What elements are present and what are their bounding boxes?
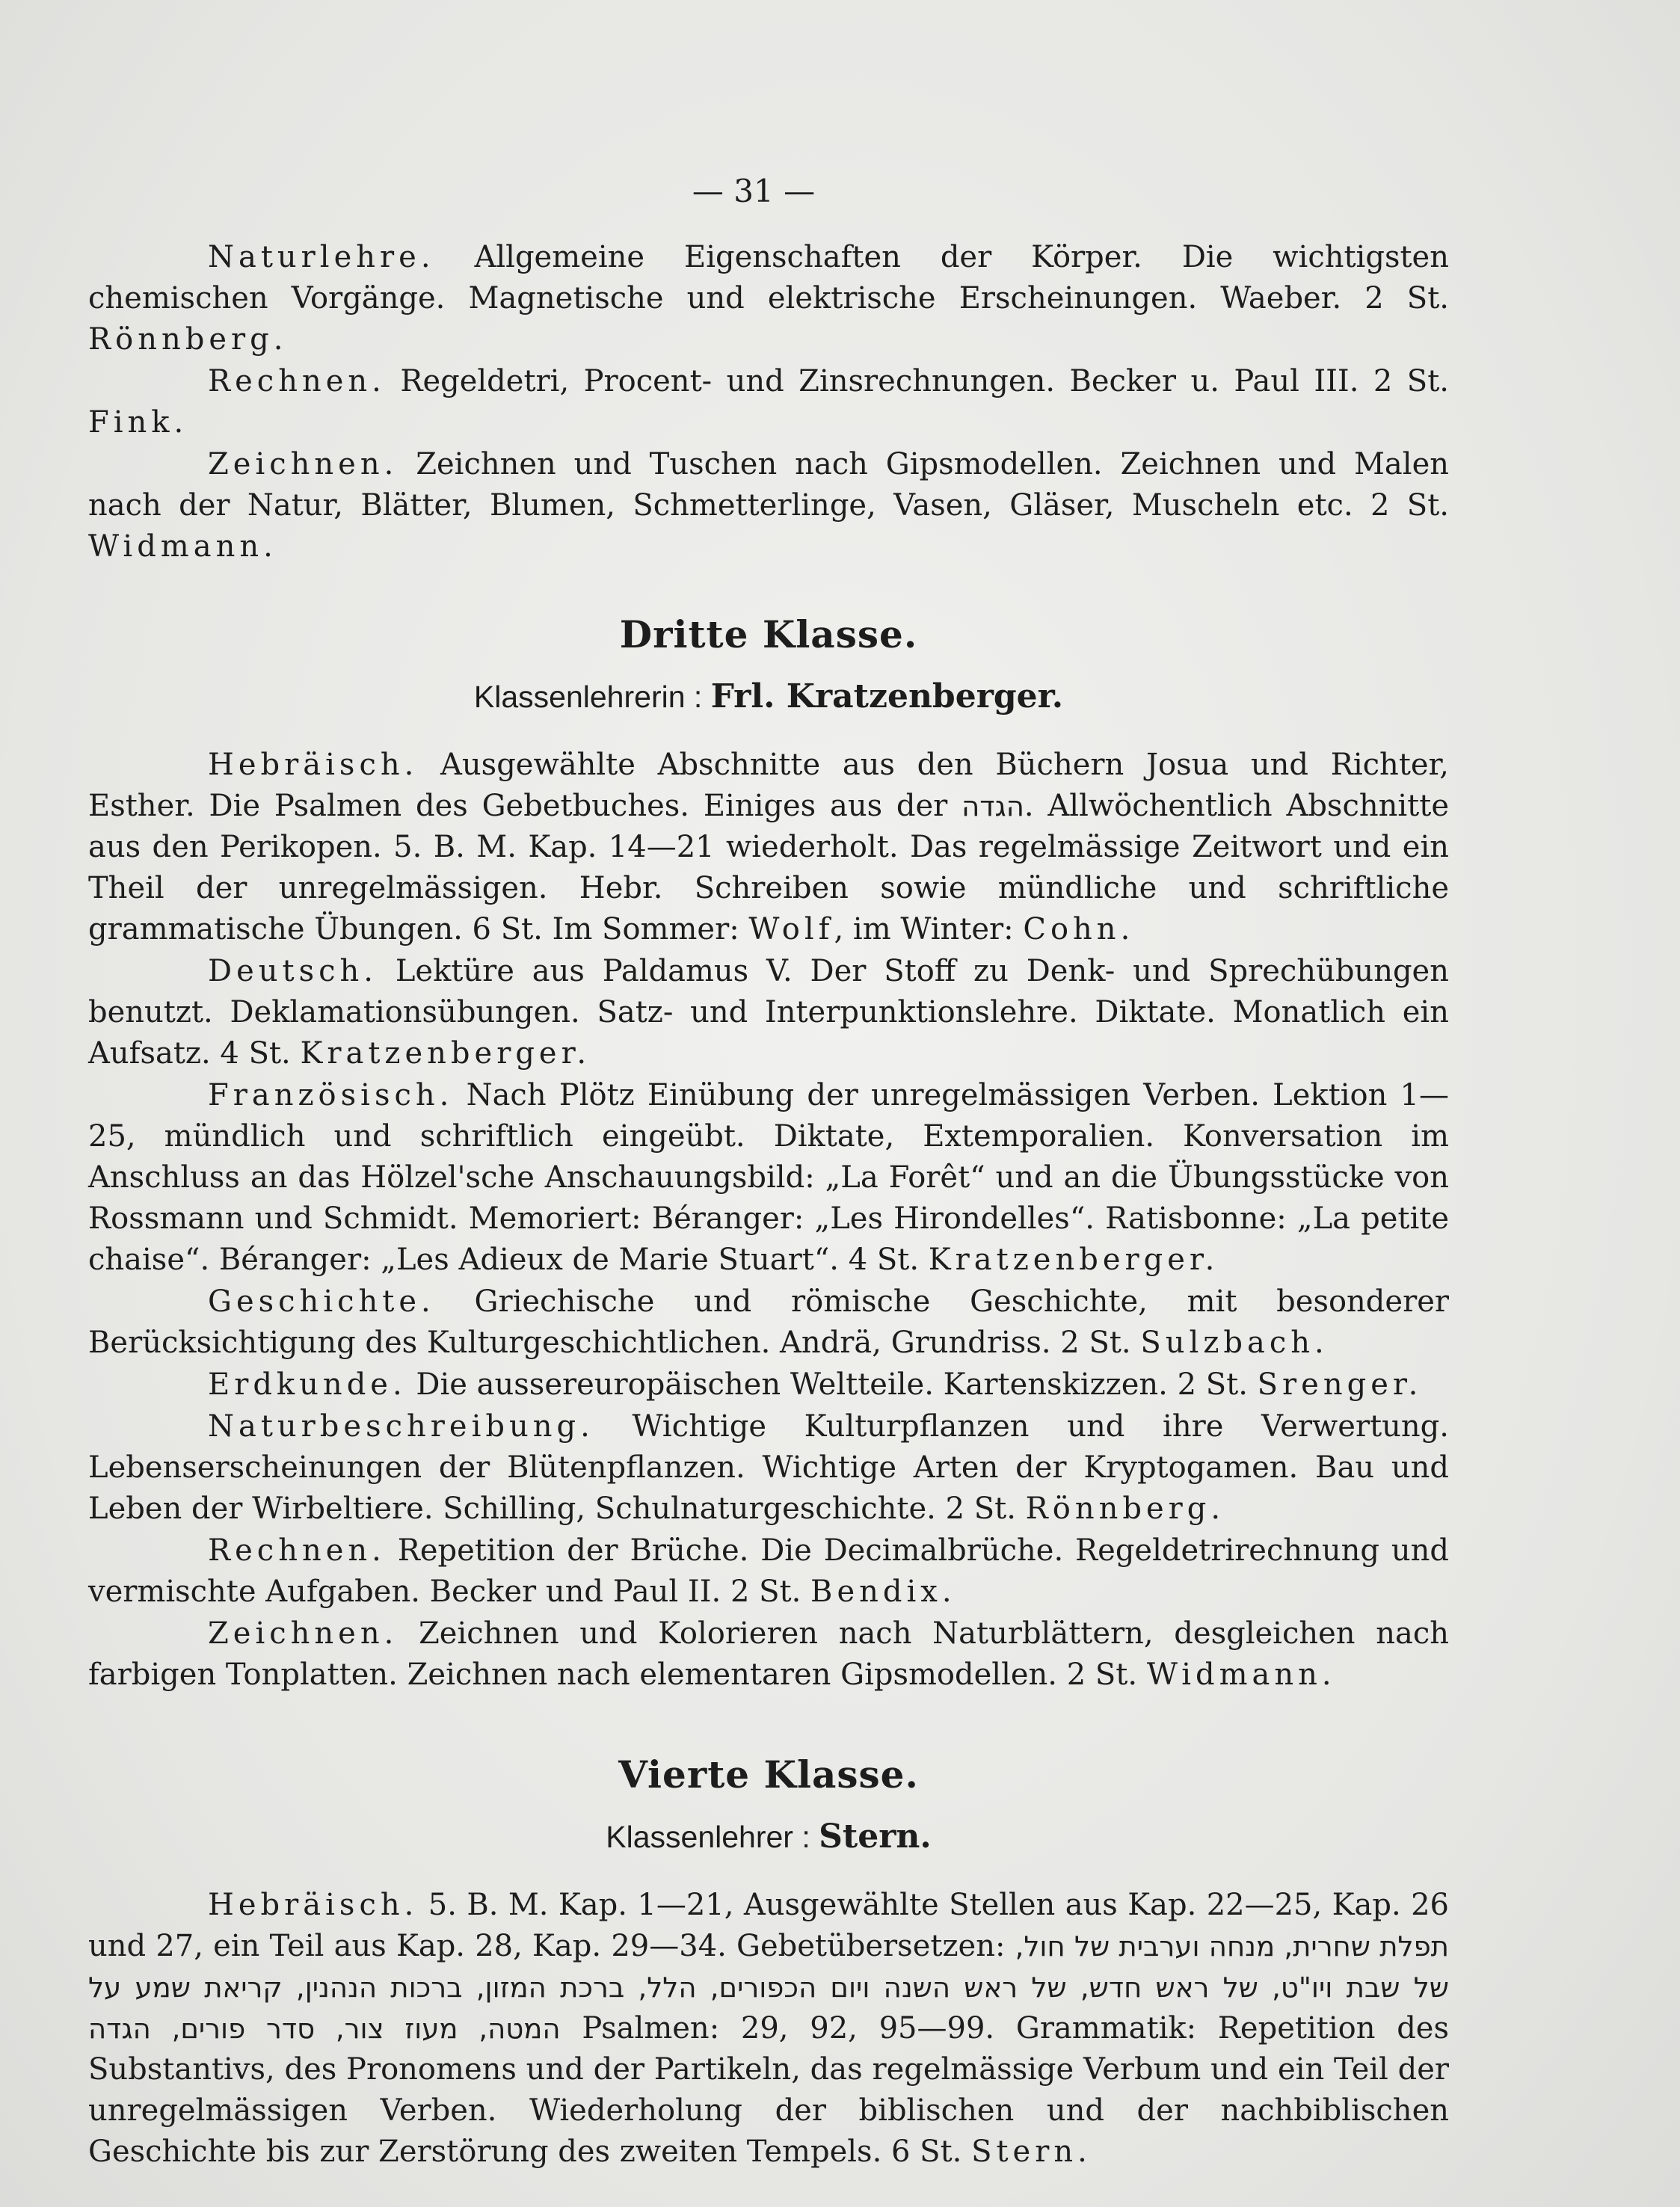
paragraph-zeichnen <box>88 444 1449 567</box>
teacher-name: Srenger. <box>1257 1367 1423 1402</box>
paragraph-text: Allgemeine Eigenschaften der Körper. Die wichtigsten chemischen Vorgänge. Magnetische und elektrische Erscheinungen. Waeber. 2 St. <box>88 240 1449 315</box>
class-teacher-name: Frl. Kratzenberger. <box>710 677 1064 715</box>
subject-term: Zeichnen. <box>208 1616 399 1651</box>
subject-term: Naturlehre. <box>208 240 435 274</box>
teacher-name: Bendix. <box>810 1575 956 1609</box>
teacher-name: Wolf <box>748 912 834 946</box>
class-teacher-line <box>88 1816 1449 1858</box>
subject-term: Rechnen. <box>208 364 386 398</box>
section-title-dritte-klasse: Dritte Klasse. <box>619 612 918 656</box>
paragraph-text: Ausgewählte Abschnitte aus den Büchern Josua und Richter, Esther. Die Psalmen des Gebetbuches. Einiges aus der <box>88 748 1449 823</box>
paragraph-text: Regeldetri, Procent- und Zinsrechnungen. Becker u. Paul III. 2 St. <box>385 364 1449 398</box>
teacher-name: Sulzbach. <box>1140 1326 1329 1360</box>
subject-term: Geschichte. <box>208 1284 435 1319</box>
teacher-name: Widmann. <box>1146 1657 1336 1692</box>
paragraph-text: Griechische und römische Geschichte, mit besonderer Berücksichtigung des Kulturgeschichtlichen. Andrä, Grundriss. 2 St. <box>88 1284 1449 1360</box>
paragraph-zeichnen <box>88 1613 1449 1696</box>
paragraph-geschichte <box>88 1281 1449 1364</box>
section-title-vierte-klasse: Vierte Klasse. <box>618 1752 919 1797</box>
paragraph-text: Die aussereuropäischen Weltteile. Kartenskizzen. 2 St. <box>406 1367 1258 1402</box>
subject-term: Naturbeschreibung. <box>208 1409 594 1444</box>
teacher-name: Cohn. <box>1023 912 1135 946</box>
page-content <box>88 170 1449 2173</box>
paragraph-text: Zeichnen und Kolorieren nach Naturblättern, desgleichen nach farbigen Tonplatten. Zeichnen nach elementaren Gipsmodellen. 2 St. <box>88 1616 1449 1692</box>
teacher-name: Widmann. <box>88 529 277 564</box>
paragraph-text: Repetition der Brüche. Die Decimalbrüche. Regeldetrirechnung und vermischte Aufgaben. Becker und Paul II. 2 St. <box>88 1533 1449 1609</box>
paragraph-text: , im Winter: <box>834 912 1024 946</box>
paragraph-rechnen <box>88 361 1449 443</box>
paragraph-text: Wichtige Kulturpflanzen und ihre Verwertung. Lebenserscheinungen der Blütenpflanzen. Wichtige Arten der Kryptogamen. Bau und Leben der Wirbeltiere. Schilling, Schulnaturgeschichte. 2 St. <box>88 1409 1449 1526</box>
paragraph-hebraeisch <box>88 1885 1449 2173</box>
paragraph-text: Lektüre aus Paldamus V. Der Stoff zu Denk- und Sprechübungen benutzt. Deklamationsübungen. Satz- und Interpunktionslehre. Diktate. Monatlich ein Aufsatz. 4 St. <box>88 954 1449 1071</box>
paragraph-deutsch <box>88 951 1449 1074</box>
paragraph-text: . Allwöchentlich Abschnitte aus den Perikopen. 5. B. M. Kap. 14—21 wiederholt. Das regelmässige Zeitwort und ein Theil der unregelmässigen. Hebr. Schreiben sowie mündliche und schriftliche grammatische Übungen. 6 St. Im Sommer: <box>88 789 1449 946</box>
paragraph-text: Zeichnen und Tuschen nach Gipsmodellen. Zeichnen und Malen nach der Natur, Blätter, Blumen, Schmetterlinge, Vasen, Gläser, Muscheln etc. 2 St. <box>88 447 1449 523</box>
paragraph-naturlehre <box>88 237 1449 360</box>
paragraph-naturbeschreibung <box>88 1406 1449 1530</box>
teacher-name: Kratzenberger. <box>300 1036 591 1071</box>
subject-term: Französisch. <box>208 1078 454 1112</box>
subject-term: Rechnen. <box>208 1533 386 1568</box>
hebrew-text: תפלת שחרית, מנחה וערבית של חול, של שבת ויו"ט, של ראש חדש, של ראש השנה ויום הכפורים, הלל, ברכת המזון, ברכות הנהנין, קריאת שמע על המטה, מעוז צור, סדר פורים, הגדה <box>88 1930 1449 2045</box>
subject-term: Erdkunde. <box>208 1367 407 1402</box>
class-teacher-label: Klassenlehrerin : <box>473 680 703 714</box>
page-number: — 31 — <box>692 173 816 209</box>
teacher-name: Fink. <box>88 405 188 440</box>
subject-term: Zeichnen. <box>208 447 399 481</box>
paragraph-franzoesisch <box>88 1075 1449 1281</box>
subject-term: Hebräisch. <box>208 748 419 782</box>
paragraph-text: 5. B. M. Kap. 1—21, Ausgewählte Stellen aus Kap. 22—25, Kap. 26 und 27, ein Teil aus Kap. 28, Kap. 29—34. Gebetübersetzen: <box>88 1888 1449 1963</box>
subject-term: Deutsch. <box>208 954 378 988</box>
paragraph-text: Nach Plötz Einübung der unregelmässigen Verben. Lektion 1—25, mündlich und schriftlich eingeübt. Diktate, Extemporalien. Konversation im Anschluss an das Hölzel'sche Anschauungsbild: „La Forêt“ und an die Übungsstücke von Rossmann und Schmidt. Memoriert: Béranger: „Les Hirondelles“. Ratisbonne: „La petite chaise“. Béranger: „Les Adieux de Marie Stuart“. 4 St. <box>88 1078 1449 1277</box>
paragraph-erdkunde <box>88 1364 1449 1406</box>
class-teacher-name: Stern. <box>819 1817 932 1856</box>
class-teacher-line <box>88 676 1449 718</box>
teacher-name: Rönnberg. <box>88 322 288 357</box>
class-teacher-label: Klassenlehrer : <box>606 1820 810 1854</box>
hebrew-text: הגדה <box>961 790 1024 822</box>
paragraph-rechnen <box>88 1530 1449 1613</box>
teacher-name: Kratzenberger. <box>928 1243 1219 1277</box>
subject-term: Hebräisch. <box>208 1888 419 1922</box>
teacher-name: Stern. <box>971 2134 1092 2169</box>
paragraph-text: Psalmen: 29, 92, 95—99. Grammatik: Repetition des Substantivs, des Pronomens und der Partikeln, das regelmässige Verbum und ein Teil der unregelmässigen Verben. Wiederholung der biblischen und der nachbiblischen Geschichte bis zur Zerstörung des zweiten Tempels. 6 St. <box>88 2011 1450 2169</box>
paragraph-hebraeisch <box>88 745 1449 950</box>
teacher-name: Rönnberg. <box>1025 1492 1225 1526</box>
